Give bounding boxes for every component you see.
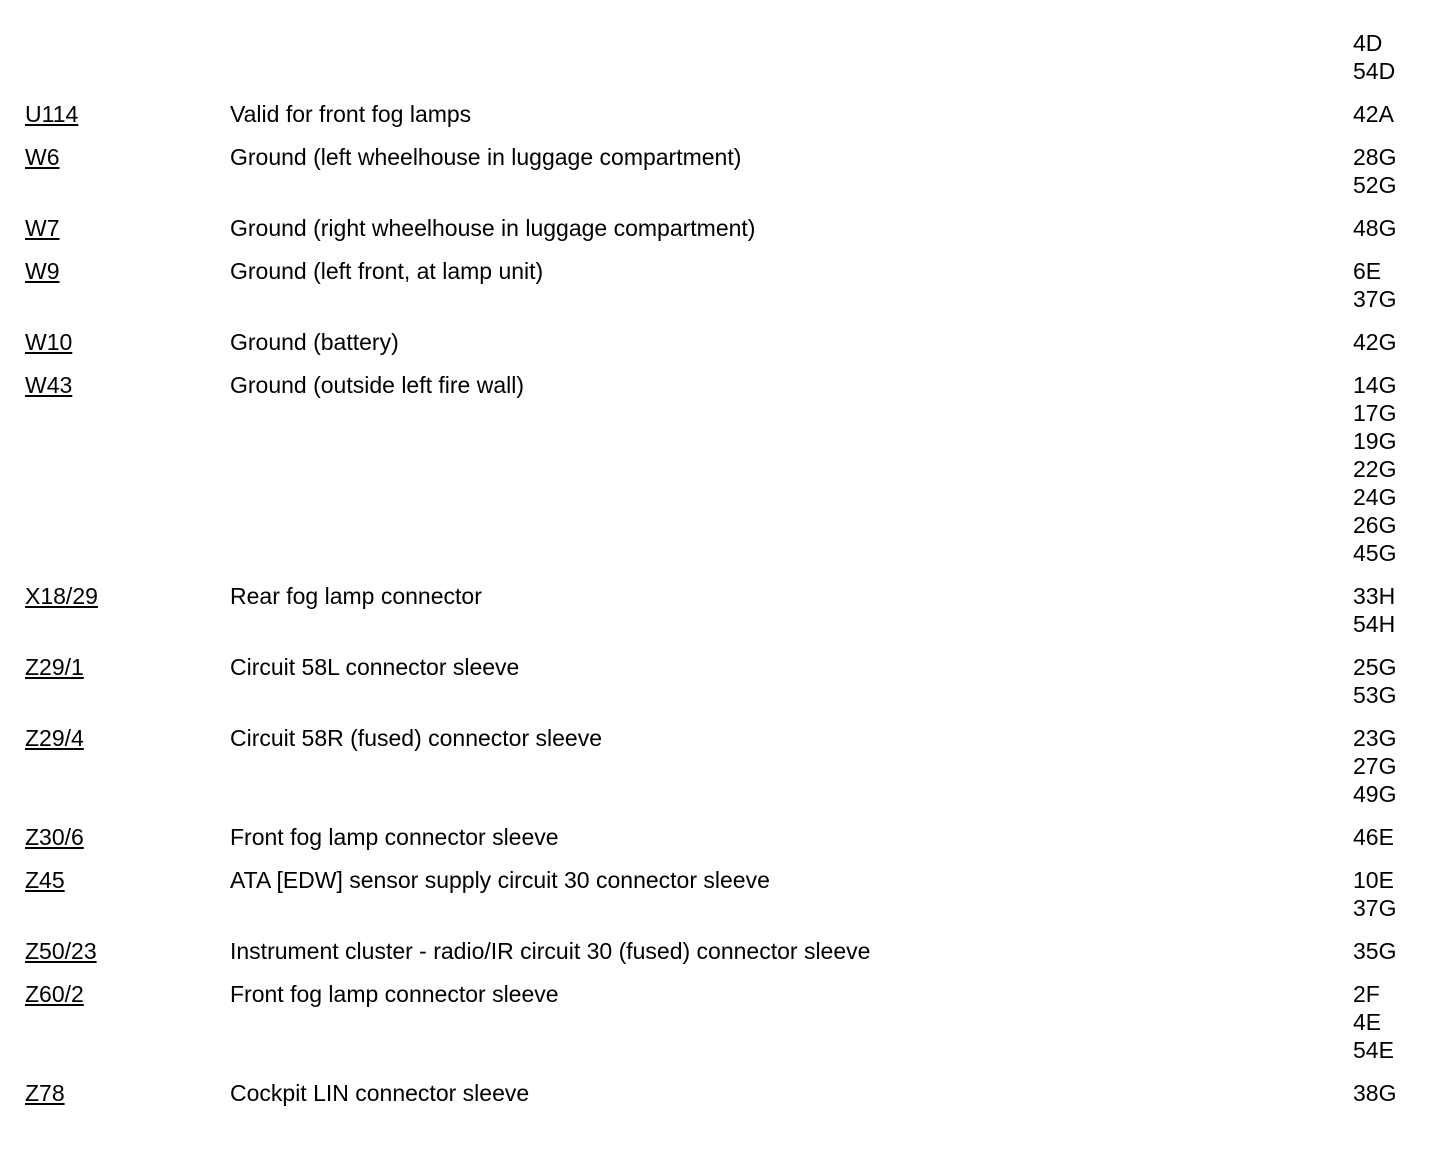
ref-value: 49G bbox=[1353, 781, 1397, 807]
grid-refs bbox=[1353, 866, 1443, 922]
ref-value: 14G bbox=[1353, 372, 1397, 398]
grid-refs bbox=[1353, 582, 1443, 638]
component-description: Ground (right wheelhouse in luggage compartment) bbox=[230, 215, 756, 241]
ref-value: 19G bbox=[1353, 428, 1397, 454]
ref-value: 54H bbox=[1353, 611, 1396, 637]
component-code-link[interactable]: X18/29 bbox=[25, 583, 98, 609]
grid-refs bbox=[1353, 937, 1443, 965]
grid-refs bbox=[1353, 653, 1443, 709]
ref-value: 54E bbox=[1353, 1037, 1394, 1063]
component-code-link[interactable]: U114 bbox=[25, 101, 79, 127]
list-item bbox=[0, 214, 1456, 242]
ref-value: 37G bbox=[1353, 895, 1397, 921]
ref-value: 2F bbox=[1353, 981, 1380, 1007]
component-code-link[interactable]: W7 bbox=[25, 215, 60, 241]
list-item bbox=[0, 582, 1456, 638]
grid-refs bbox=[1353, 100, 1443, 128]
component-code-link[interactable]: W9 bbox=[25, 258, 60, 284]
grid-refs bbox=[1353, 823, 1443, 851]
component-description: Cockpit LIN connector sleeve bbox=[230, 1080, 530, 1106]
grid-refs bbox=[1353, 214, 1443, 242]
ref-value: 38G bbox=[1353, 1080, 1397, 1106]
component-description: Ground (battery) bbox=[230, 329, 399, 355]
component-description: Ground (left wheelhouse in luggage compartment) bbox=[230, 144, 742, 170]
component-code-link[interactable]: Z45 bbox=[25, 867, 65, 893]
ref-value: 22G bbox=[1353, 456, 1397, 482]
ref-value: 53G bbox=[1353, 682, 1397, 708]
grid-refs bbox=[1353, 1079, 1443, 1107]
continued-refs bbox=[1353, 29, 1395, 85]
ref-value: 37G bbox=[1353, 286, 1397, 312]
component-description: Front fog lamp connector sleeve bbox=[230, 981, 559, 1007]
ref-value: 10E bbox=[1353, 867, 1394, 893]
component-code-link[interactable]: Z78 bbox=[25, 1080, 65, 1106]
list-item bbox=[0, 100, 1456, 128]
component-code-link[interactable]: W10 bbox=[25, 329, 73, 355]
list-item bbox=[0, 143, 1456, 199]
ref-value: 35G bbox=[1353, 938, 1397, 964]
ref-value: 23G bbox=[1353, 725, 1397, 751]
component-code-link[interactable]: Z29/1 bbox=[25, 654, 84, 680]
component-description: Ground (left front, at lamp unit) bbox=[230, 258, 544, 284]
ref-value: 27G bbox=[1353, 753, 1397, 779]
list-item bbox=[0, 937, 1456, 965]
component-description: Rear fog lamp connector bbox=[230, 583, 482, 609]
component-description: Circuit 58L connector sleeve bbox=[230, 654, 520, 680]
ref-value: 4E bbox=[1353, 1009, 1382, 1035]
component-code-link[interactable]: Z60/2 bbox=[25, 981, 84, 1007]
list-item bbox=[0, 980, 1456, 1064]
ref-value: 26G bbox=[1353, 512, 1397, 538]
grid-refs bbox=[1353, 143, 1443, 199]
ref-value: 24G bbox=[1353, 484, 1397, 510]
component-description: ATA [EDW] sensor supply circuit 30 connector sleeve bbox=[230, 867, 770, 893]
grid-refs bbox=[1353, 371, 1443, 567]
ref-value: 45G bbox=[1353, 540, 1397, 566]
ref-value: 17G bbox=[1353, 400, 1397, 426]
ref-value: 28G bbox=[1353, 144, 1397, 170]
list-item bbox=[0, 257, 1456, 313]
ref-value: 46E bbox=[1353, 824, 1394, 850]
component-list bbox=[0, 100, 1456, 1122]
ref-value: 42G bbox=[1353, 329, 1397, 355]
list-item bbox=[0, 724, 1456, 808]
grid-refs bbox=[1353, 257, 1443, 313]
grid-refs bbox=[1353, 724, 1443, 808]
ref-value: 4D bbox=[1353, 30, 1383, 56]
ref-value: 33H bbox=[1353, 583, 1396, 609]
grid-refs bbox=[1353, 328, 1443, 356]
ref-value: 25G bbox=[1353, 654, 1397, 680]
component-code-link[interactable]: W43 bbox=[25, 372, 73, 398]
component-description: Circuit 58R (fused) connector sleeve bbox=[230, 725, 602, 751]
list-item bbox=[0, 1079, 1456, 1107]
list-item bbox=[0, 866, 1456, 922]
list-item bbox=[0, 823, 1456, 851]
component-description: Instrument cluster - radio/IR circuit 30 (fused) connector sleeve bbox=[230, 938, 871, 964]
list-item bbox=[0, 653, 1456, 709]
ref-value: 52G bbox=[1353, 172, 1397, 198]
component-description: Front fog lamp connector sleeve bbox=[230, 824, 559, 850]
ref-value: 54D bbox=[1353, 58, 1396, 84]
component-code-link[interactable]: Z30/6 bbox=[25, 824, 84, 850]
component-code-link[interactable]: Z50/23 bbox=[25, 938, 97, 964]
component-code-link[interactable]: Z29/4 bbox=[25, 725, 84, 751]
list-item bbox=[0, 328, 1456, 356]
list-item bbox=[0, 371, 1456, 567]
component-code-link[interactable]: W6 bbox=[25, 144, 60, 170]
grid-refs bbox=[1353, 980, 1443, 1064]
ref-value: 48G bbox=[1353, 215, 1397, 241]
component-description: Valid for front fog lamps bbox=[230, 101, 472, 127]
component-description: Ground (outside left fire wall) bbox=[230, 372, 525, 398]
ref-value: 6E bbox=[1353, 258, 1382, 284]
ref-value: 42A bbox=[1353, 101, 1394, 127]
